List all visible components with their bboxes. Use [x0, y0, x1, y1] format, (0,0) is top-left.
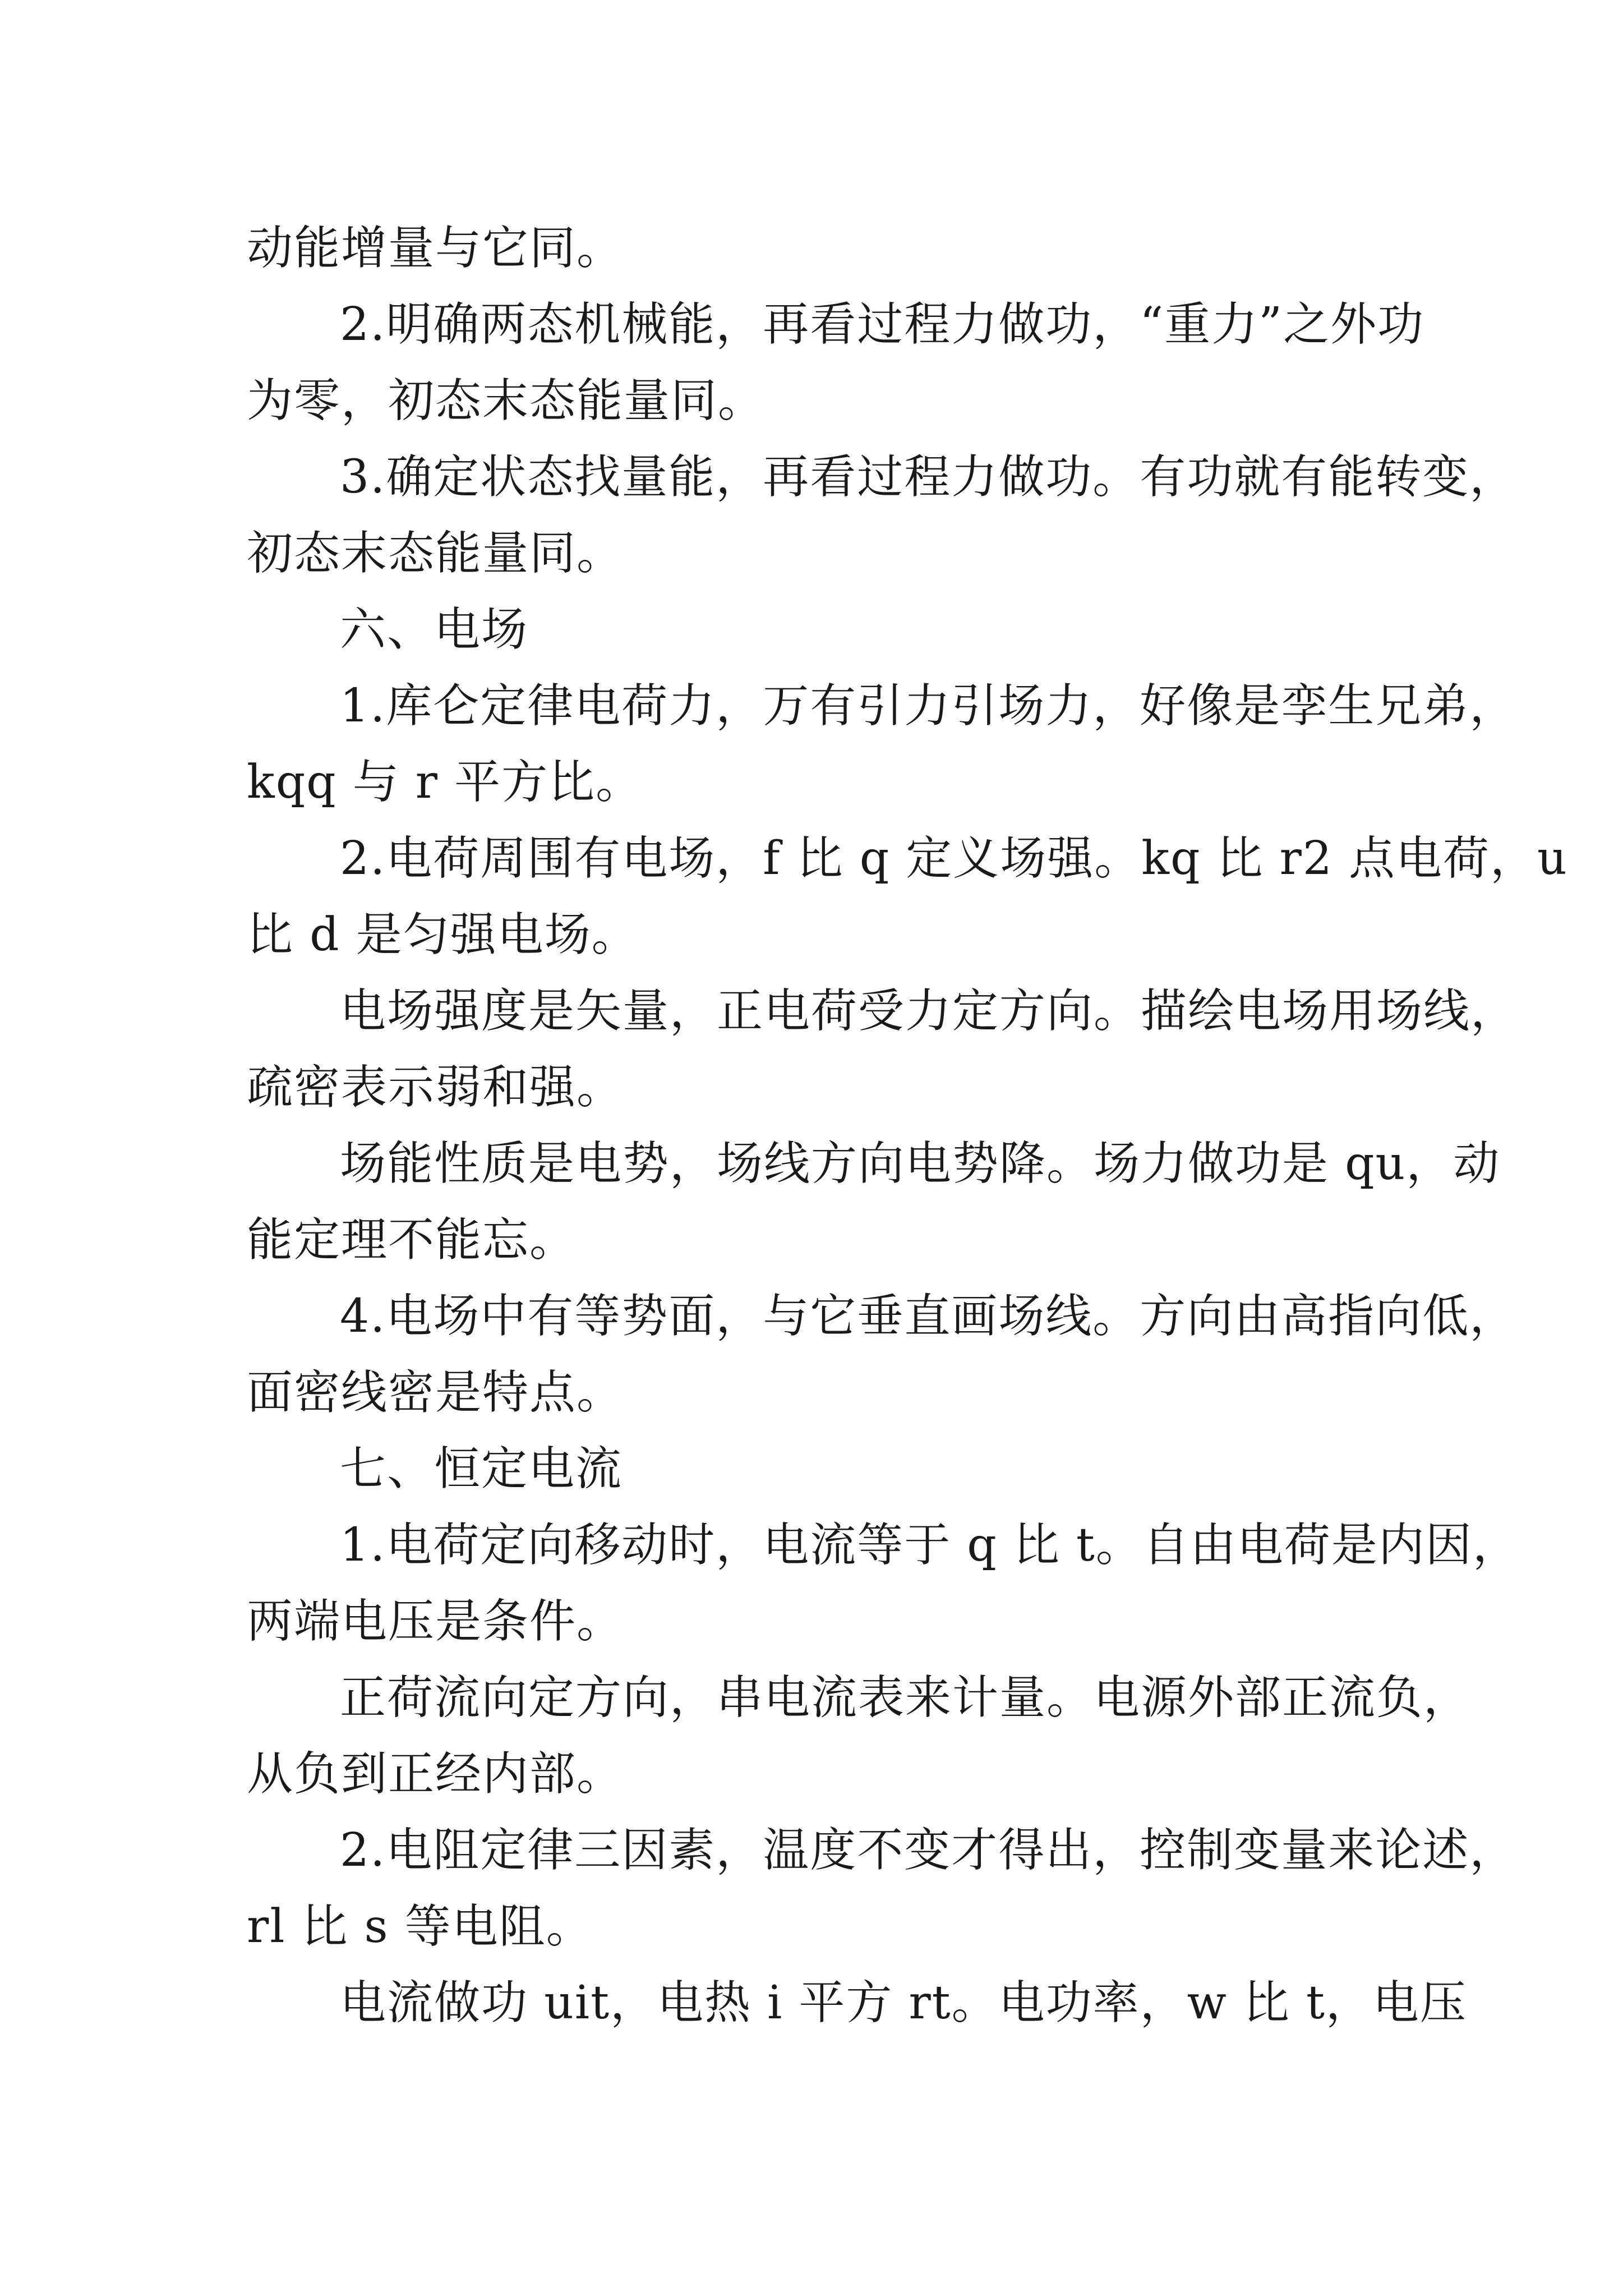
text-line: 2.电荷周围有电场，f 比 q 定义场强。kq 比 r2 点电荷，u	[340, 832, 1568, 885]
text-line: 动能增量与它同。	[247, 222, 624, 275]
text-line: 比 d 是匀强电场。	[247, 908, 639, 961]
text-line: 1.库仑定律电荷力，万有引力引场力，好像是孪生兄弟，	[340, 679, 1517, 733]
text-line: 3.确定状态找量能，再看过程力做功。有功就有能转变，	[340, 450, 1517, 504]
text-line: 疏密表示弱和强。	[247, 1061, 624, 1114]
text-line: 两端电压是条件。	[247, 1595, 624, 1648]
section-heading: 七、恒定电流	[340, 1442, 623, 1496]
text-line: 能定理不能忘。	[247, 1213, 577, 1267]
text-line: 电场强度是矢量，正电荷受力定方向。描绘电场用场线，	[340, 984, 1518, 1038]
text-line: 场能性质是电势，场线方向电势降。场力做功是 qu，动	[340, 1137, 1501, 1190]
text-line: 正荷流向定方向，串电流表来计量。电源外部正流负，	[340, 1671, 1471, 1724]
text-line: rl 比 s 等电阻。	[247, 1900, 593, 1953]
text-line: 从负到正经内部。	[247, 1747, 624, 1801]
text-line: 初态末态能量同。	[247, 527, 624, 580]
text-line: 1.电荷定向移动时，电流等于 q 比 t。自由电荷是内因，	[340, 1519, 1520, 1572]
text-line: 电流做功 uit，电热 i 平方 rt。电功率，w 比 t，电压	[340, 1976, 1467, 2030]
text-line: 4.电场中有等势面，与它垂直画场线。方向由高指向低，	[340, 1290, 1517, 1343]
text-line: 面密线密是特点。	[247, 1366, 624, 1419]
text-line: 为零，初态末态能量同。	[247, 374, 766, 427]
section-heading: 六、电场	[340, 603, 529, 656]
text-line: kqq 与 r 平方比。	[247, 756, 643, 809]
text-line: 2.明确两态机械能，再看过程力做功，“重力”之外功	[340, 298, 1425, 351]
text-line: 2.电阻定律三因素，温度不变才得出，控制变量来论述，	[340, 1824, 1517, 1877]
document-body	[247, 210, 1568, 2041]
